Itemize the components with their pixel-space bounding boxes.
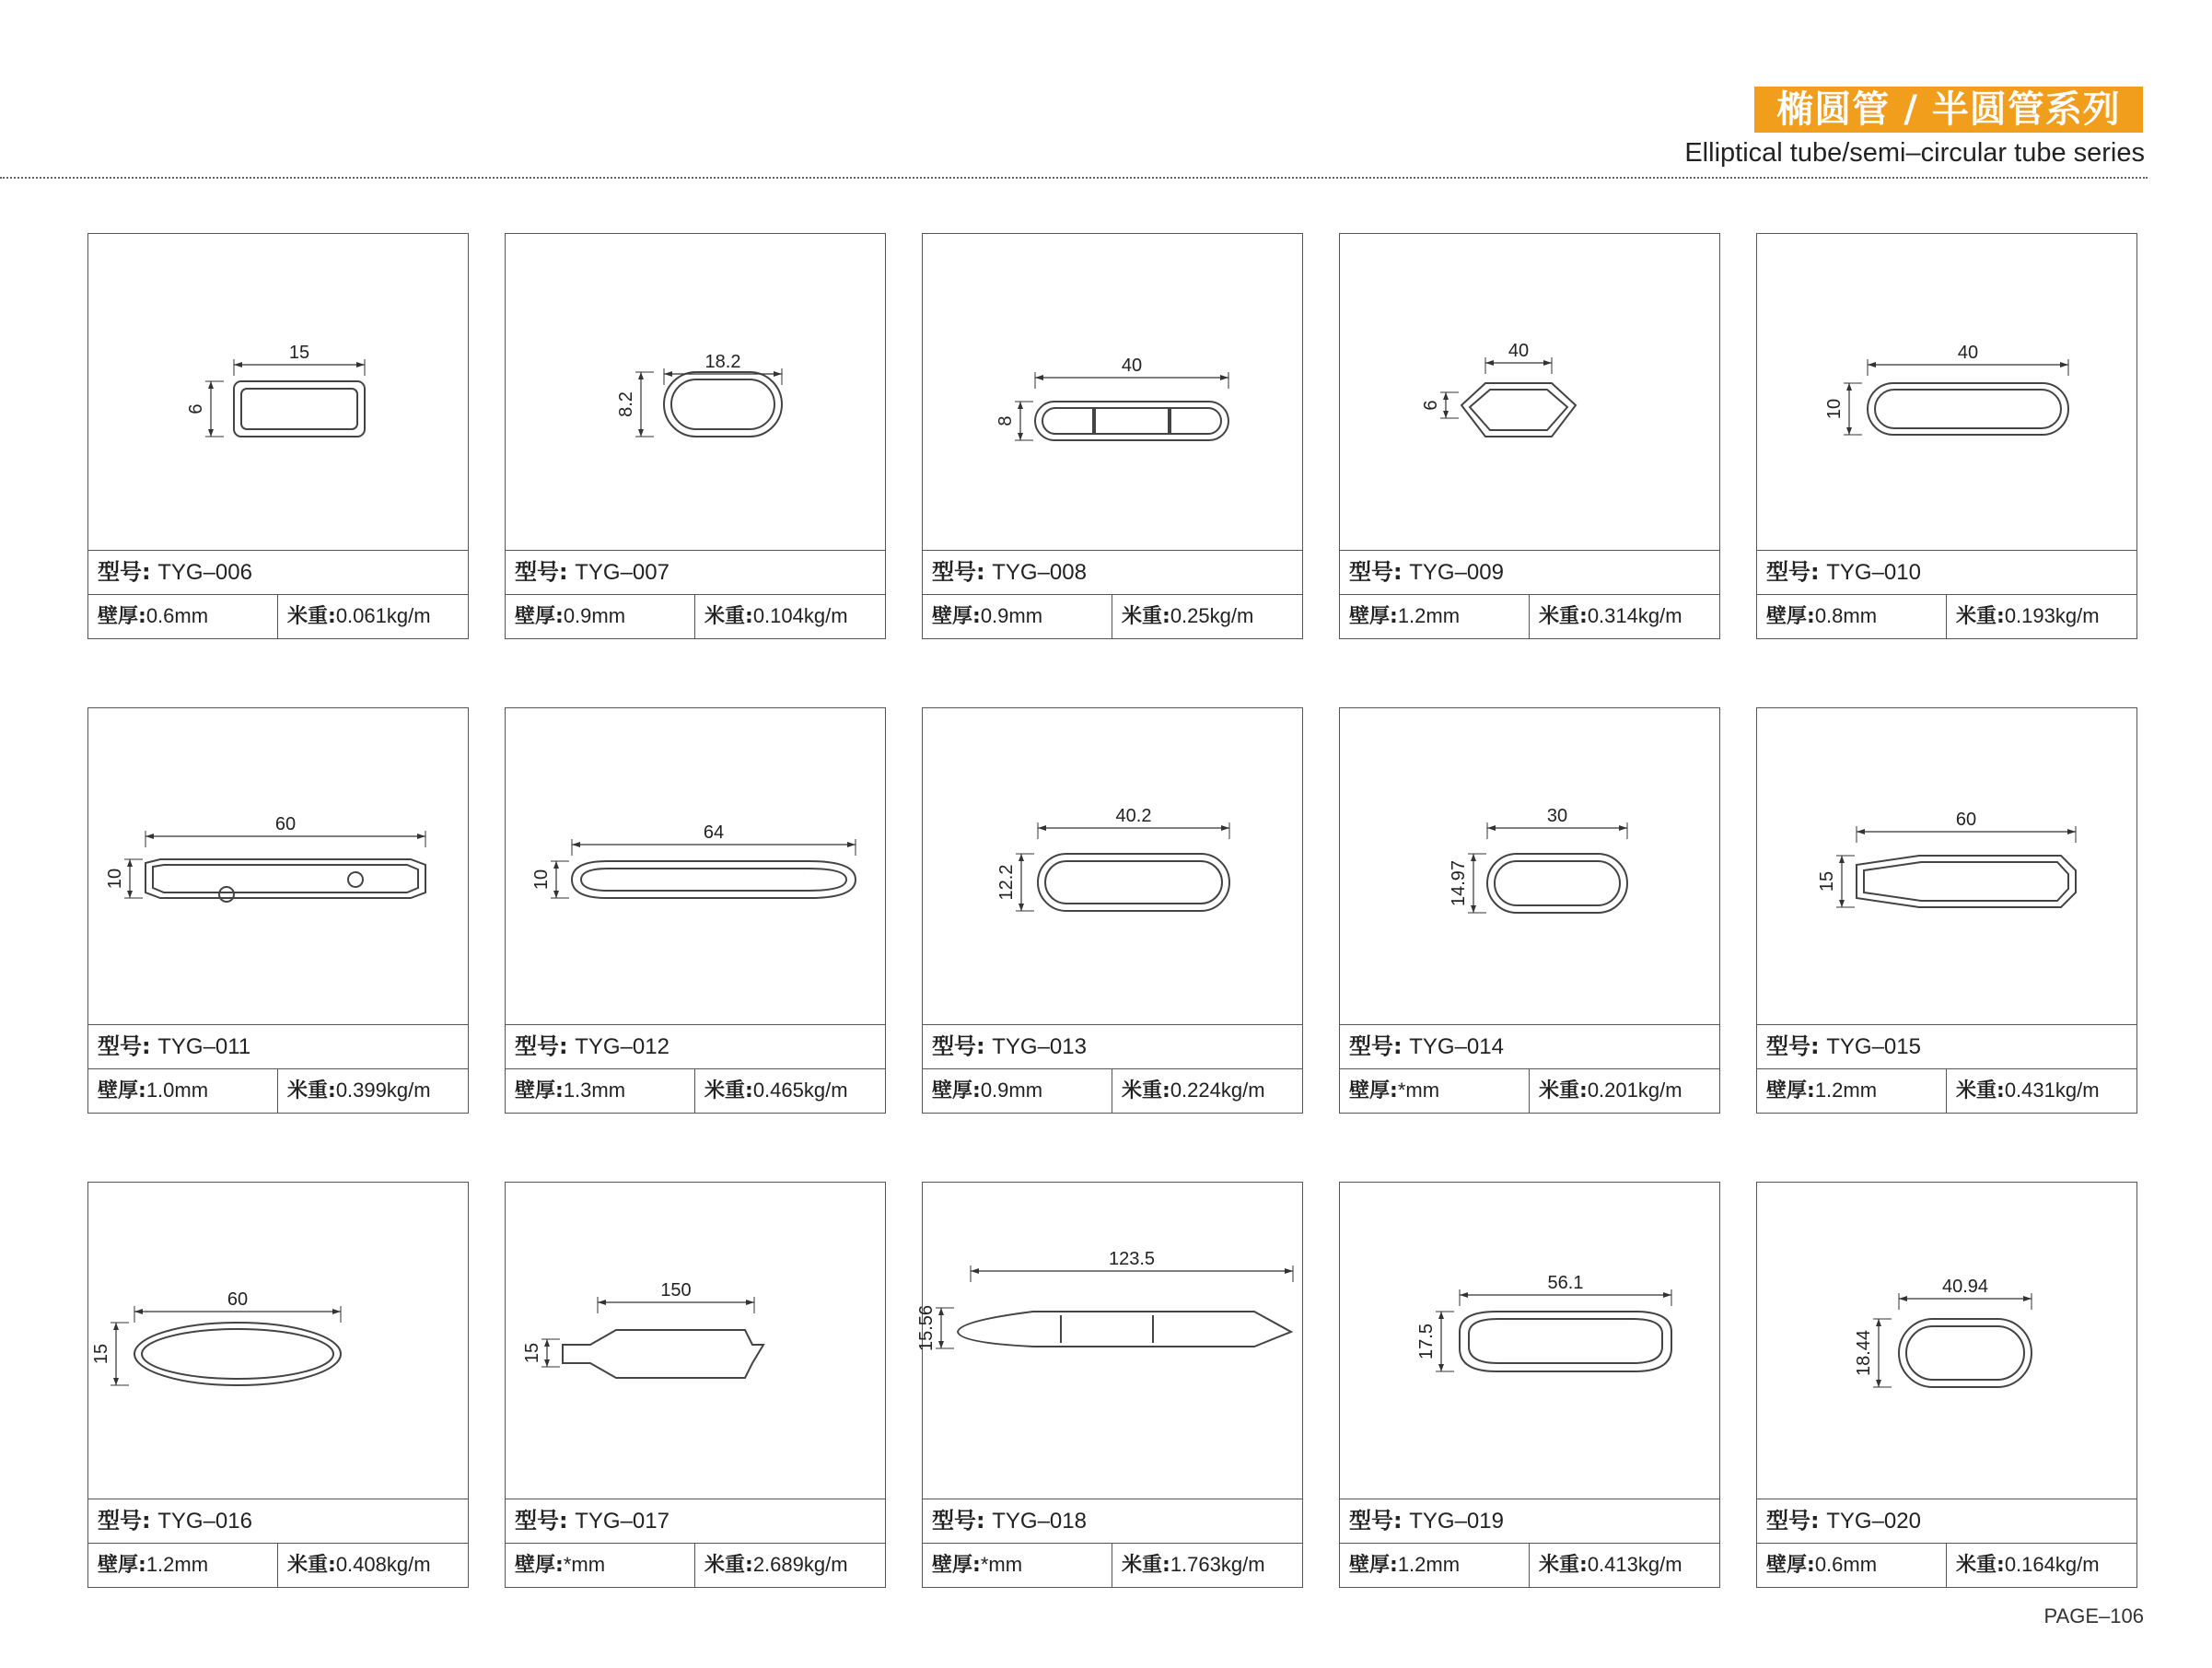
thickness-label: 壁厚: xyxy=(98,1554,146,1577)
model-label: 型号: xyxy=(932,1033,985,1059)
weight-value: 0.413kg/m xyxy=(1587,1553,1682,1576)
height-dimension-label: 12.2 xyxy=(996,864,1017,901)
profile-drawing xyxy=(88,234,467,550)
height-dimension-label: 10 xyxy=(105,868,125,890)
thickness-value: 0.6mm xyxy=(1814,1553,1878,1576)
weight-cell xyxy=(1112,595,1302,638)
weight-cell xyxy=(278,1544,468,1587)
spec-row xyxy=(1757,594,2136,638)
spec-row xyxy=(1757,1543,2136,1587)
profile-drawing xyxy=(506,234,884,550)
model-label: 型号: xyxy=(98,559,151,585)
thickness-value: 1.3mm xyxy=(563,1079,626,1102)
model-label: 型号: xyxy=(1349,559,1403,585)
width-dimension-label: 123.5 xyxy=(1108,1249,1156,1269)
model-label: 型号: xyxy=(515,559,568,585)
thickness-label: 壁厚: xyxy=(98,1079,146,1102)
thickness-label: 壁厚: xyxy=(515,1554,564,1577)
weight-label: 米重: xyxy=(1956,1079,2005,1102)
model-number: TYG–013 xyxy=(992,1034,1087,1059)
model-row xyxy=(88,550,468,594)
thickness-value: 1.2mm xyxy=(146,1553,209,1576)
thickness-label: 壁厚: xyxy=(1349,605,1398,628)
product-card xyxy=(505,707,886,1114)
height-dimension-label: 8.2 xyxy=(616,391,636,417)
spec-row xyxy=(923,1543,1302,1587)
model-number: TYG–008 xyxy=(992,560,1087,585)
weight-cell xyxy=(1947,595,2136,638)
weight-value: 0.224kg/m xyxy=(1170,1079,1265,1102)
profile-drawing xyxy=(1757,708,2136,1024)
model-number: TYG–016 xyxy=(157,1509,252,1534)
weight-label: 米重: xyxy=(287,1079,336,1102)
product-card xyxy=(1339,1182,1720,1588)
model-label: 型号: xyxy=(1766,559,1820,585)
height-dimension-label: 15.56 xyxy=(916,1304,937,1352)
weight-value: 0.431kg/m xyxy=(2004,1079,2100,1102)
width-dimension-label: 40 xyxy=(1508,341,1530,361)
spec-row xyxy=(506,594,885,638)
thickness-label: 壁厚: xyxy=(515,1079,564,1102)
spec-row xyxy=(88,1543,468,1587)
model-number: TYG–009 xyxy=(1409,560,1504,585)
weight-cell xyxy=(278,595,468,638)
width-dimension-label: 150 xyxy=(660,1280,692,1301)
model-row xyxy=(1757,1499,2136,1543)
thickness-label: 壁厚: xyxy=(1766,1079,1815,1102)
product-card xyxy=(916,1182,1303,1588)
height-dimension-label: 10 xyxy=(531,869,552,891)
thickness-cell xyxy=(88,1069,278,1113)
height-dimension-label: 14.97 xyxy=(1449,859,1469,907)
spec-row xyxy=(923,1068,1302,1113)
profile-drawing xyxy=(1340,1183,1718,1499)
weight-label: 米重: xyxy=(1956,1554,2005,1577)
profile-drawing xyxy=(1340,234,1718,550)
model-number: TYG–011 xyxy=(157,1034,251,1059)
width-dimension-label: 60 xyxy=(227,1289,249,1310)
width-dimension-label: 60 xyxy=(1955,810,1977,830)
thickness-label: 壁厚: xyxy=(1766,1554,1815,1577)
height-dimension-label: 17.5 xyxy=(1416,1324,1437,1359)
weight-value: 0.061kg/m xyxy=(335,604,431,627)
profile-drawing xyxy=(506,708,884,1024)
thickness-cell xyxy=(88,595,278,638)
width-dimension-label: 15 xyxy=(288,343,310,363)
model-number: TYG–018 xyxy=(992,1509,1087,1534)
model-label: 型号: xyxy=(1766,1508,1820,1534)
thickness-value: *mm xyxy=(980,1553,1023,1576)
profile-drawing xyxy=(1340,708,1718,1024)
spec-row xyxy=(506,1068,885,1113)
weight-label: 米重: xyxy=(704,605,753,628)
weight-value: 0.193kg/m xyxy=(2004,604,2100,627)
width-dimension-label: 30 xyxy=(1546,806,1568,826)
width-dimension-label: 60 xyxy=(274,814,297,834)
model-row xyxy=(1757,1024,2136,1068)
spec-row xyxy=(1340,1543,1719,1587)
model-row xyxy=(88,1499,468,1543)
model-number: TYG–012 xyxy=(575,1034,669,1059)
weight-cell xyxy=(1530,595,1719,638)
weight-value: 0.399kg/m xyxy=(335,1079,431,1102)
width-dimension-label: 18.2 xyxy=(704,352,741,372)
product-card xyxy=(505,233,886,639)
thickness-label: 壁厚: xyxy=(932,605,981,628)
height-dimension-label: 8 xyxy=(995,415,1016,426)
product-card xyxy=(87,1182,469,1588)
model-label: 型号: xyxy=(515,1508,568,1534)
model-row xyxy=(923,1499,1302,1543)
thickness-value: 0.9mm xyxy=(563,604,626,627)
model-row xyxy=(923,550,1302,594)
weight-label: 米重: xyxy=(287,605,336,628)
spec-row xyxy=(1340,594,1719,638)
model-number: TYG–019 xyxy=(1409,1509,1504,1534)
weight-value: 0.314kg/m xyxy=(1587,604,1682,627)
model-label: 型号: xyxy=(1766,1033,1820,1059)
spec-row xyxy=(88,1068,468,1113)
profile-drawing xyxy=(916,1183,1301,1499)
weight-label: 米重: xyxy=(1539,1554,1588,1577)
width-dimension-label: 64 xyxy=(703,822,725,843)
spec-row xyxy=(1340,1068,1719,1113)
height-dimension-label: 15 xyxy=(522,1342,542,1364)
thickness-cell xyxy=(923,595,1112,638)
model-number: TYG–006 xyxy=(157,560,252,585)
model-label: 型号: xyxy=(932,1508,985,1534)
weight-cell xyxy=(1947,1544,2136,1587)
model-row xyxy=(923,1024,1302,1068)
weight-label: 米重: xyxy=(287,1554,336,1577)
model-label: 型号: xyxy=(1349,1508,1403,1534)
profile-drawing xyxy=(506,1183,884,1499)
thickness-cell xyxy=(1340,595,1530,638)
thickness-label: 壁厚: xyxy=(1349,1554,1398,1577)
weight-cell xyxy=(1112,1069,1302,1113)
product-card xyxy=(87,233,469,639)
thickness-label: 壁厚: xyxy=(1349,1079,1398,1102)
profile-drawing xyxy=(88,1183,467,1499)
weight-label: 米重: xyxy=(1956,605,2005,628)
model-row xyxy=(88,1024,468,1068)
height-dimension-label: 6 xyxy=(1421,400,1441,411)
thickness-value: *mm xyxy=(1397,1079,1440,1102)
model-number: TYG–014 xyxy=(1409,1034,1504,1059)
thickness-cell xyxy=(1757,595,1947,638)
width-dimension-label: 40.2 xyxy=(1115,806,1152,826)
product-card xyxy=(922,233,1303,639)
weight-cell xyxy=(278,1069,468,1113)
weight-cell xyxy=(695,1544,885,1587)
product-card xyxy=(1756,233,2137,639)
model-number: TYG–020 xyxy=(1826,1509,1921,1534)
profile-drawing xyxy=(1757,1183,2136,1499)
spec-row xyxy=(923,594,1302,638)
thickness-cell xyxy=(1340,1544,1530,1587)
thickness-label: 壁厚: xyxy=(515,605,564,628)
thickness-cell xyxy=(1757,1069,1947,1113)
model-row xyxy=(1340,1024,1719,1068)
weight-label: 米重: xyxy=(1122,605,1170,628)
thickness-cell xyxy=(923,1544,1112,1587)
page-number: PAGE–106 xyxy=(2043,1604,2144,1627)
thickness-value: 0.9mm xyxy=(980,604,1043,627)
width-dimension-label: 40 xyxy=(1957,343,1979,363)
weight-cell xyxy=(1530,1544,1719,1587)
spec-row xyxy=(506,1543,885,1587)
thickness-value: 1.2mm xyxy=(1397,604,1461,627)
product-card xyxy=(1339,233,1720,639)
model-label: 型号: xyxy=(1349,1033,1403,1059)
thickness-label: 壁厚: xyxy=(1766,605,1815,628)
series-title-english: Elliptical tube/semi–circular tube series xyxy=(1684,138,2145,168)
thickness-value: *mm xyxy=(563,1553,606,1576)
width-dimension-label: 40.94 xyxy=(1941,1277,1989,1297)
header-divider xyxy=(0,177,2148,179)
profile-drawing xyxy=(923,708,1301,1024)
model-label: 型号: xyxy=(515,1033,568,1059)
model-label: 型号: xyxy=(98,1508,151,1534)
profile-drawing xyxy=(1757,234,2136,550)
weight-value: 0.164kg/m xyxy=(2004,1553,2100,1576)
model-row xyxy=(1340,550,1719,594)
thickness-cell xyxy=(506,1544,695,1587)
height-dimension-label: 6 xyxy=(186,403,206,414)
spec-row xyxy=(1757,1068,2136,1113)
model-label: 型号: xyxy=(98,1033,151,1059)
model-number: TYG–010 xyxy=(1826,560,1921,585)
model-row xyxy=(1340,1499,1719,1543)
weight-label: 米重: xyxy=(1539,605,1588,628)
thickness-cell xyxy=(88,1544,278,1587)
weight-cell xyxy=(695,595,885,638)
thickness-cell xyxy=(1757,1544,1947,1587)
product-card xyxy=(1756,707,2137,1114)
weight-label: 米重: xyxy=(1122,1079,1170,1102)
width-dimension-label: 56.1 xyxy=(1547,1273,1584,1293)
thickness-cell xyxy=(506,1069,695,1113)
weight-value: 0.104kg/m xyxy=(752,604,848,627)
product-card xyxy=(505,1182,886,1588)
model-number: TYG–015 xyxy=(1826,1034,1921,1059)
weight-value: 0.465kg/m xyxy=(752,1079,848,1102)
series-title-chinese: 椭圆管 / 半圆管系列 xyxy=(1754,87,2143,133)
weight-value: 2.689kg/m xyxy=(752,1553,848,1576)
thickness-value: 1.0mm xyxy=(146,1079,209,1102)
model-number: TYG–017 xyxy=(575,1509,669,1534)
weight-value: 0.201kg/m xyxy=(1587,1079,1682,1102)
model-row xyxy=(1757,550,2136,594)
thickness-label: 壁厚: xyxy=(932,1554,981,1577)
model-row xyxy=(506,550,885,594)
thickness-cell xyxy=(923,1069,1112,1113)
thickness-value: 0.6mm xyxy=(146,604,209,627)
thickness-value: 0.8mm xyxy=(1814,604,1878,627)
height-dimension-label: 15 xyxy=(1817,870,1837,892)
weight-label: 米重: xyxy=(704,1079,753,1102)
weight-value: 0.25kg/m xyxy=(1170,604,1254,627)
weight-cell xyxy=(695,1069,885,1113)
model-row xyxy=(506,1024,885,1068)
weight-label: 米重: xyxy=(704,1554,753,1577)
height-dimension-label: 10 xyxy=(1824,398,1845,420)
weight-value: 0.408kg/m xyxy=(335,1553,431,1576)
profile-drawing xyxy=(923,234,1301,550)
thickness-value: 0.9mm xyxy=(980,1079,1043,1102)
product-card xyxy=(87,707,469,1114)
product-card xyxy=(1339,707,1720,1114)
weight-cell xyxy=(1530,1069,1719,1113)
model-number: TYG–007 xyxy=(575,560,669,585)
profile-drawing xyxy=(88,708,467,1024)
thickness-label: 壁厚: xyxy=(932,1079,981,1102)
thickness-value: 1.2mm xyxy=(1814,1079,1878,1102)
thickness-cell xyxy=(506,595,695,638)
width-dimension-label: 40 xyxy=(1121,356,1143,376)
model-label: 型号: xyxy=(932,559,985,585)
weight-cell xyxy=(1112,1544,1302,1587)
weight-label: 米重: xyxy=(1539,1079,1588,1102)
product-card xyxy=(922,707,1303,1114)
height-dimension-label: 15 xyxy=(91,1343,111,1365)
thickness-label: 壁厚: xyxy=(98,605,146,628)
weight-value: 1.763kg/m xyxy=(1170,1553,1265,1576)
thickness-value: 1.2mm xyxy=(1397,1553,1461,1576)
product-card xyxy=(1756,1182,2137,1588)
height-dimension-label: 18.44 xyxy=(1854,1329,1874,1377)
thickness-cell xyxy=(1340,1069,1530,1113)
spec-row xyxy=(88,594,468,638)
weight-cell xyxy=(1947,1069,2136,1113)
model-row xyxy=(506,1499,885,1543)
weight-label: 米重: xyxy=(1122,1554,1170,1577)
